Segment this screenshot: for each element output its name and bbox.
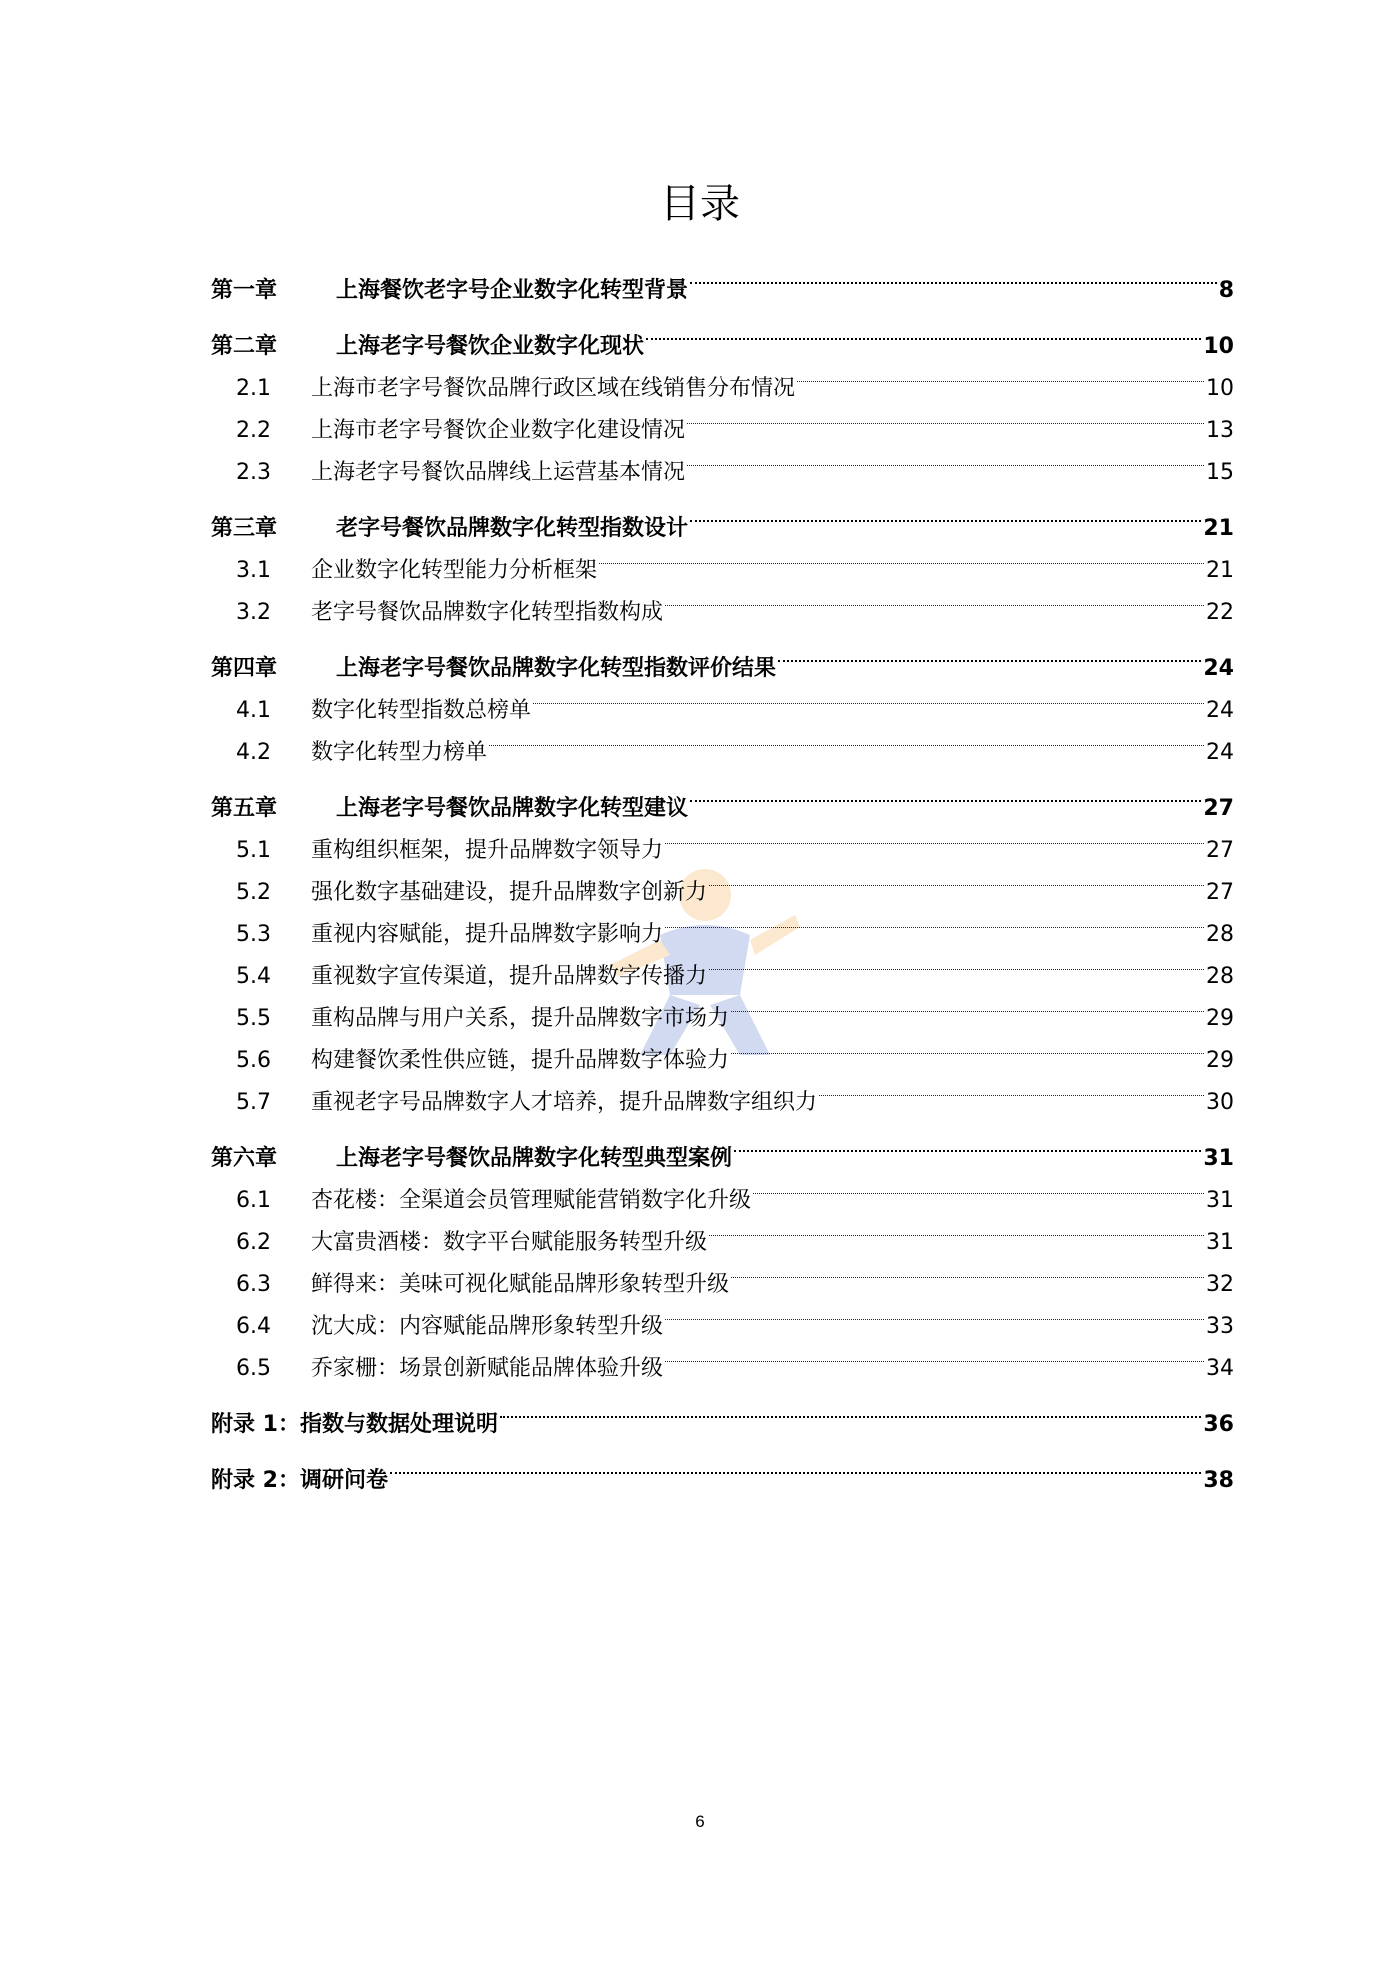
toc-entry-number: 6.1 [236, 1188, 271, 1213]
toc-dot-leader [665, 577, 1204, 619]
toc-entry-label: 上海老字号餐饮品牌数字化转型典型案例 [336, 1146, 733, 1171]
toc-entry-number: 第四章 [211, 656, 278, 681]
toc-entry-label: 数字化转型力榜单 [311, 740, 488, 765]
toc-dot-leader [489, 717, 1204, 759]
toc-entry-page: 24 [1206, 698, 1234, 723]
toc-entry-label: 鲜得来：美味可视化赋能品牌形象转型升级 [311, 1272, 730, 1297]
toc-entry-label: 重构组织框架，提升品牌数字领导力 [311, 838, 664, 863]
toc-entry-label: 附录 1：指数与数据处理说明 [211, 1412, 498, 1437]
toc-entry-number: 第一章 [211, 278, 278, 303]
toc-entry-page: 27 [1206, 880, 1234, 905]
toc-appendix-entry[interactable] [211, 1389, 1234, 1437]
toc-entry-number: 5.3 [236, 922, 271, 947]
toc-entry-page: 27 [1203, 796, 1234, 821]
toc-entry-page: 31 [1203, 1146, 1234, 1171]
toc-chapter-entry[interactable] [211, 773, 1234, 821]
toc-entry-number: 4.2 [236, 740, 271, 765]
toc-chapter-entry[interactable] [211, 493, 1234, 541]
toc-entry-number: 2.2 [236, 418, 271, 443]
toc-entry-label: 重视数字宣传渠道，提升品牌数字传播力 [311, 964, 708, 989]
toc-dot-leader [687, 437, 1204, 479]
toc-dot-leader [690, 493, 1201, 535]
toc-dot-leader [731, 1249, 1204, 1291]
toc-entry-label: 老字号餐饮品牌数字化转型指数设计 [336, 516, 689, 541]
toc-chapter-entry[interactable] [211, 1123, 1234, 1171]
toc-dot-leader [665, 815, 1204, 857]
toc-entry-label: 乔家栅：场景创新赋能品牌体验升级 [311, 1356, 664, 1381]
toc-entry-page: 34 [1206, 1356, 1234, 1381]
toc-entry-label: 上海老字号餐饮品牌数字化转型建议 [336, 796, 689, 821]
toc-entry-page: 38 [1203, 1468, 1234, 1493]
toc-entry-page: 31 [1206, 1230, 1234, 1255]
toc-entry-page: 10 [1206, 376, 1234, 401]
toc-entry-page: 10 [1203, 334, 1234, 359]
toc-entry-page: 24 [1203, 656, 1234, 681]
toc-entry-label: 重视内容赋能，提升品牌数字影响力 [311, 922, 664, 947]
toc-entry-page: 33 [1206, 1314, 1234, 1339]
toc-entry-page: 30 [1206, 1090, 1234, 1115]
toc-entry-page: 21 [1203, 516, 1234, 541]
toc-entry-number: 3.1 [236, 558, 271, 583]
toc-appendix-entry[interactable] [211, 1445, 1234, 1493]
table-of-contents [211, 255, 1234, 1493]
toc-dot-leader [665, 1333, 1204, 1375]
toc-dot-leader [665, 1291, 1204, 1333]
toc-entry-label: 上海市老字号餐饮企业数字化建设情况 [311, 418, 686, 443]
toc-entry-label: 上海市老字号餐饮品牌行政区域在线销售分布情况 [311, 376, 796, 401]
toc-entry-page: 31 [1206, 1188, 1234, 1213]
toc-entry-label: 构建餐饮柔性供应链，提升品牌数字体验力 [311, 1048, 730, 1073]
toc-entry-page: 36 [1203, 1412, 1234, 1437]
toc-dot-leader [690, 773, 1201, 815]
toc-entry-label: 大富贵酒楼：数字平台赋能服务转型升级 [311, 1230, 708, 1255]
toc-entry-number: 第二章 [211, 334, 278, 359]
toc-entry-number: 6.4 [236, 1314, 271, 1339]
toc-entry-label: 沈大成：内容赋能品牌形象转型升级 [311, 1314, 664, 1339]
toc-entry-page: 28 [1206, 964, 1234, 989]
toc-entry-label: 附录 2：调研问卷 [211, 1468, 388, 1493]
toc-entry-number: 5.6 [236, 1048, 271, 1073]
toc-entry-label: 杏花楼：全渠道会员管理赋能营销数字化升级 [311, 1188, 752, 1213]
toc-dot-leader [690, 255, 1217, 297]
toc-entry-page: 21 [1206, 558, 1234, 583]
toc-entry-page: 22 [1206, 600, 1234, 625]
toc-dot-leader [778, 633, 1201, 675]
toc-entry-page: 29 [1206, 1048, 1234, 1073]
toc-entry-number: 6.5 [236, 1356, 271, 1381]
toc-entry-number: 4.1 [236, 698, 271, 723]
toc-entry-number: 5.4 [236, 964, 271, 989]
toc-dot-leader [599, 535, 1204, 577]
toc-entry-page: 27 [1206, 838, 1234, 863]
toc-entry-page: 24 [1206, 740, 1234, 765]
toc-entry-label: 数字化转型指数总榜单 [311, 698, 532, 723]
toc-entry-label: 企业数字化转型能力分析框架 [311, 558, 598, 583]
toc-entry-number: 第六章 [211, 1146, 278, 1171]
toc-chapter-entry[interactable] [211, 311, 1234, 359]
toc-entry-number: 5.7 [236, 1090, 271, 1115]
toc-entry-page: 28 [1206, 922, 1234, 947]
toc-entry-label: 上海老字号餐饮品牌数字化转型指数评价结果 [336, 656, 777, 681]
toc-entry-label: 重视老字号品牌数字人才培养，提升品牌数字组织力 [311, 1090, 818, 1115]
toc-dot-leader [687, 395, 1204, 437]
toc-entry-number: 2.1 [236, 376, 271, 401]
toc-entry-number: 5.5 [236, 1006, 271, 1031]
toc-dot-leader [797, 353, 1204, 395]
toc-entry-label: 上海餐饮老字号企业数字化转型背景 [336, 278, 689, 303]
toc-entry-page: 29 [1206, 1006, 1234, 1031]
toc-dot-leader [709, 1207, 1204, 1249]
page-title: 目录 [660, 181, 740, 227]
toc-dot-leader [390, 1445, 1201, 1487]
page-number: 6 [695, 1812, 705, 1831]
toc-dot-leader [734, 1123, 1201, 1165]
toc-dot-leader [665, 899, 1204, 941]
toc-entry-page: 15 [1206, 460, 1234, 485]
toc-dot-leader [731, 1025, 1204, 1067]
toc-entry-label: 老字号餐饮品牌数字化转型指数构成 [311, 600, 664, 625]
toc-dot-leader [819, 1067, 1204, 1109]
toc-entry-number: 2.3 [236, 460, 271, 485]
toc-entry-number: 5.1 [236, 838, 271, 863]
toc-entry-label: 上海老字号餐饮品牌线上运营基本情况 [311, 460, 686, 485]
toc-entry-label: 重构品牌与用户关系，提升品牌数字市场力 [311, 1006, 730, 1031]
toc-entry-number: 第五章 [211, 796, 278, 821]
toc-dot-leader [709, 857, 1204, 899]
toc-entry-label: 强化数字基础建设，提升品牌数字创新力 [311, 880, 708, 905]
toc-dot-leader [533, 675, 1204, 717]
toc-entry-number: 5.2 [236, 880, 271, 905]
toc-entry-page: 32 [1206, 1272, 1234, 1297]
toc-entry-page: 8 [1218, 278, 1234, 303]
toc-entry-number: 第三章 [211, 516, 278, 541]
toc-chapter-entry[interactable] [211, 255, 1234, 303]
toc-dot-leader [731, 983, 1204, 1025]
toc-dot-leader [753, 1165, 1204, 1207]
toc-entry-page: 13 [1206, 418, 1234, 443]
toc-entry-number: 6.3 [236, 1272, 271, 1297]
toc-entry-number: 6.2 [236, 1230, 271, 1255]
toc-entry-number: 3.2 [236, 600, 271, 625]
toc-chapter-entry[interactable] [211, 633, 1234, 681]
toc-entry-label: 上海老字号餐饮企业数字化现状 [336, 334, 645, 359]
toc-dot-leader [500, 1389, 1201, 1431]
toc-dot-leader [709, 941, 1204, 983]
toc-dot-leader [646, 311, 1201, 353]
